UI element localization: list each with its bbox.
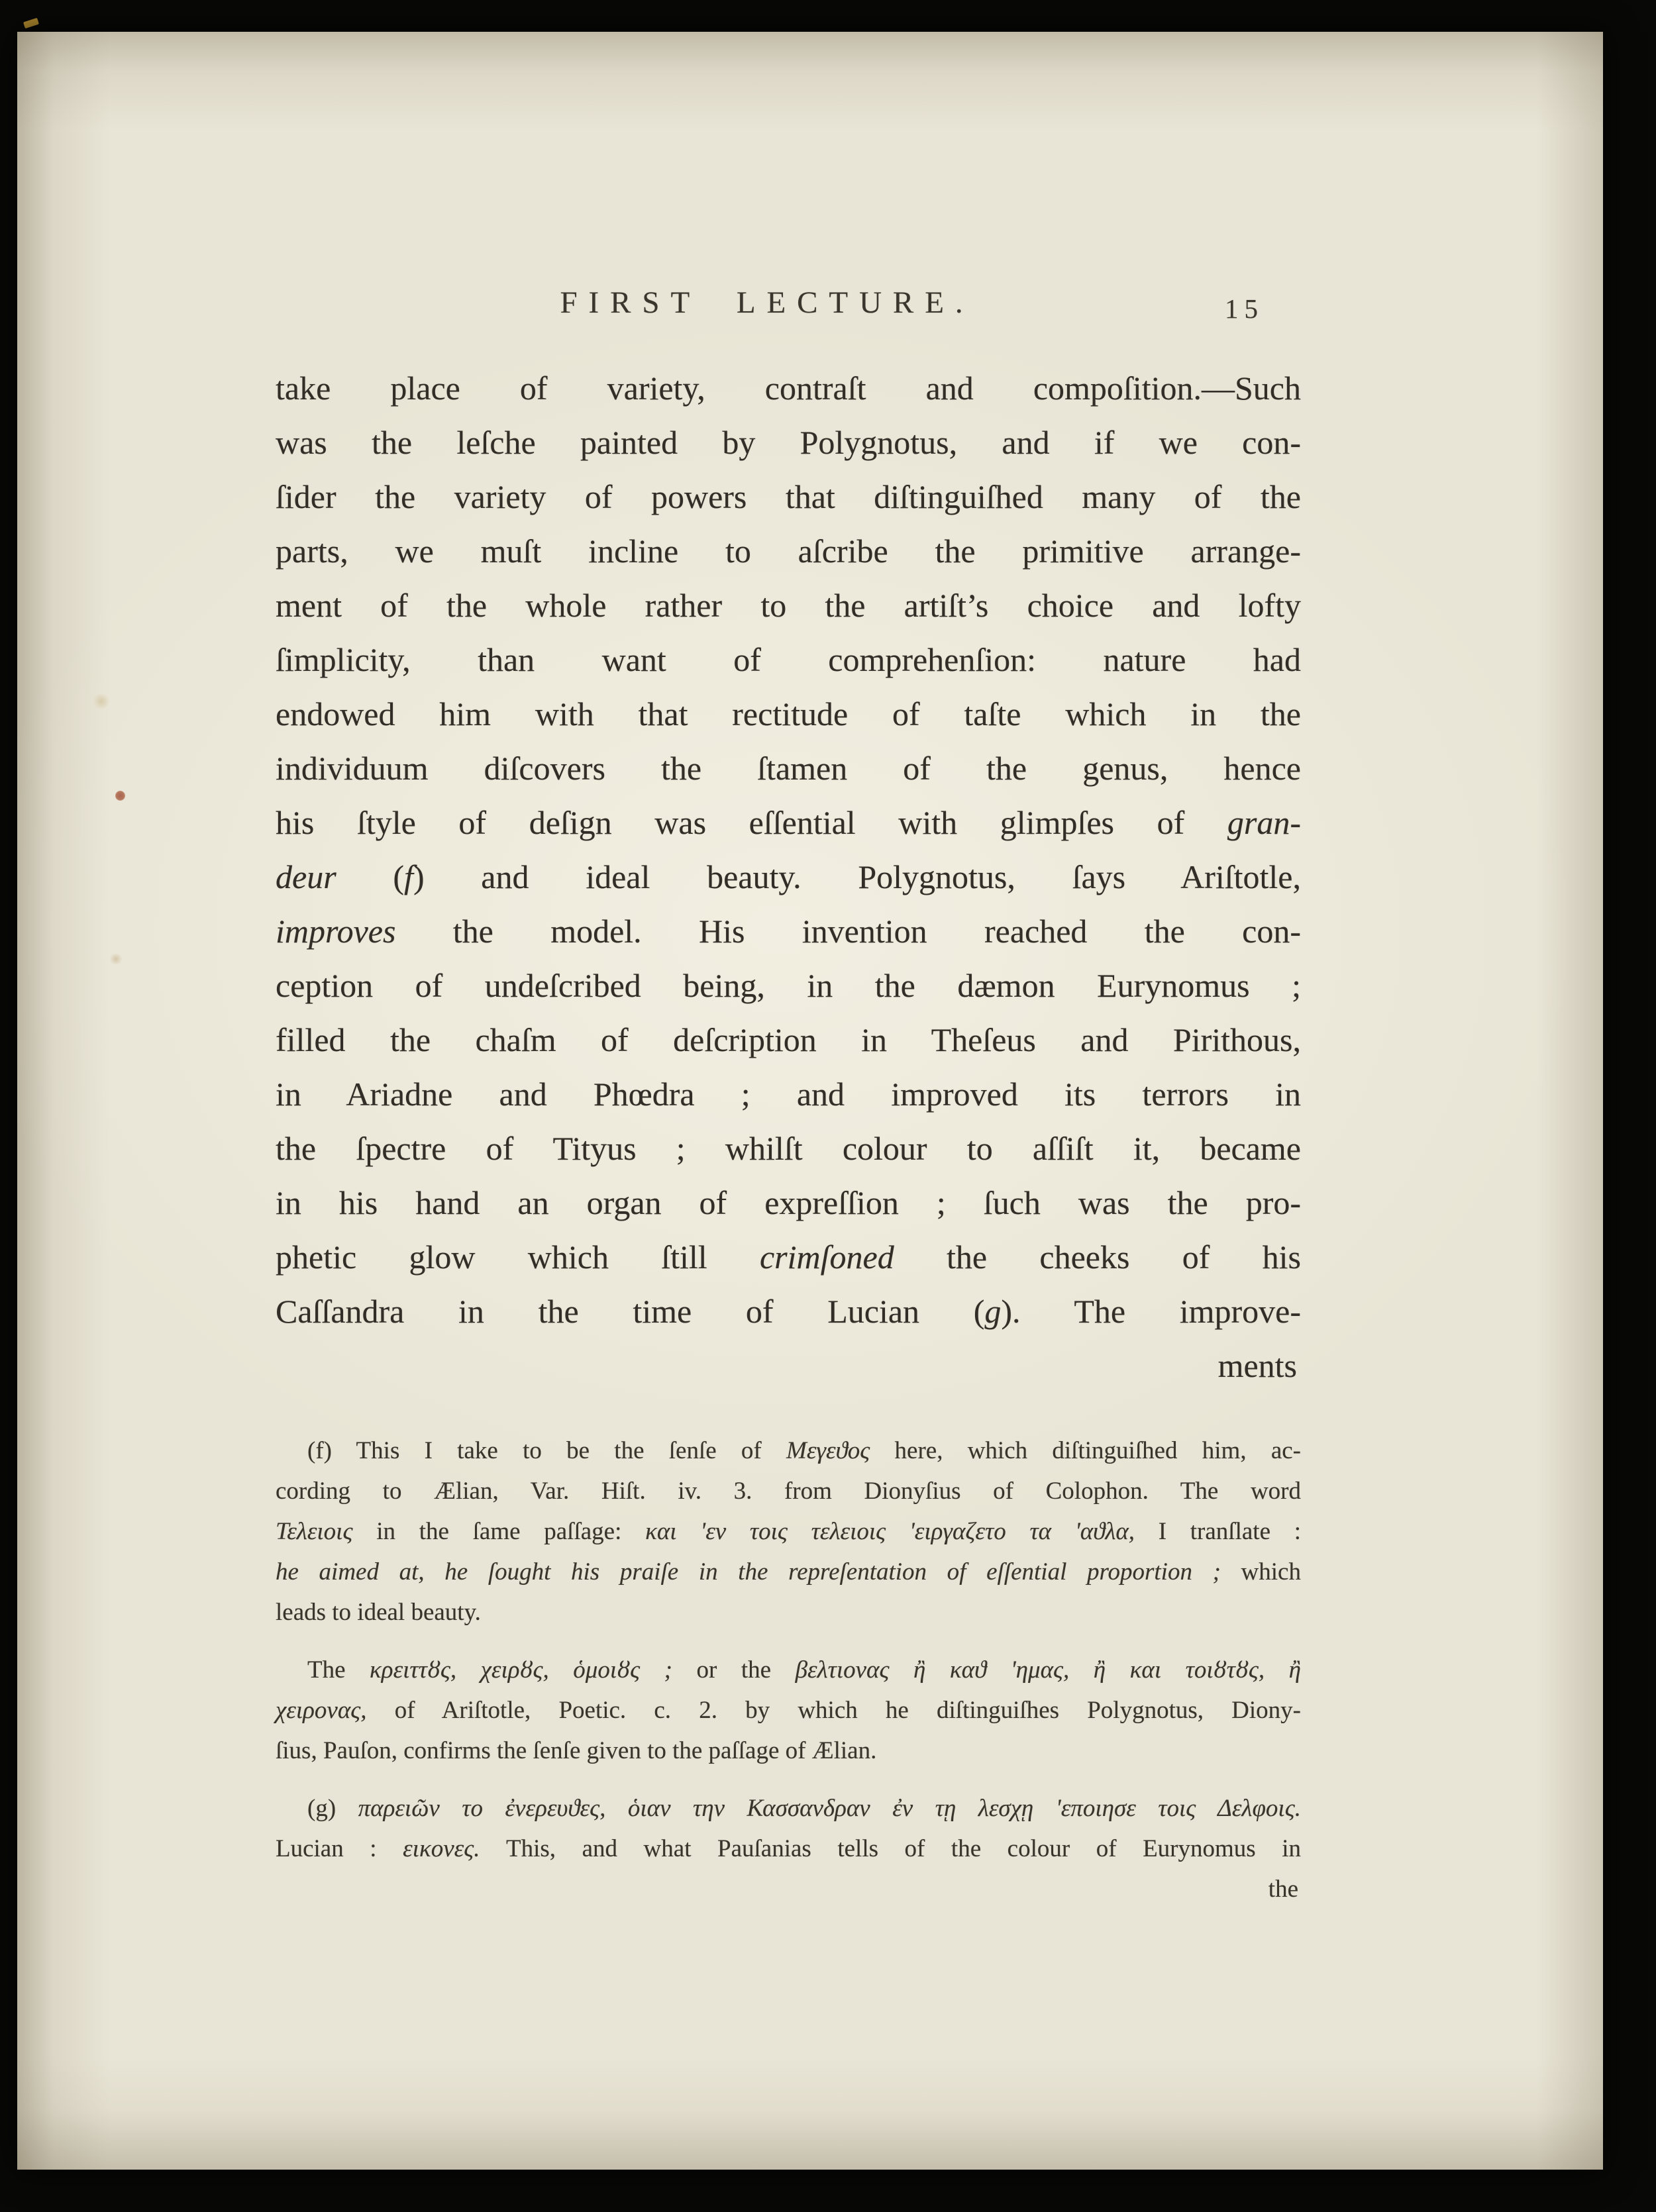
- body-lines: [276, 361, 1301, 1338]
- text-line: [276, 632, 1301, 687]
- text-line: [276, 1471, 1301, 1511]
- text-line: [276, 741, 1301, 795]
- text-line: [276, 1013, 1301, 1067]
- text-line: [276, 1592, 1301, 1633]
- text-segment: take place of variety, contraſt and compoſition.—Such: [276, 370, 1301, 407]
- text-line: [276, 795, 1301, 850]
- text-segment: (f) This I take to be the ſenſe of: [307, 1437, 787, 1464]
- greek-text: Μεγεϑος: [786, 1437, 870, 1464]
- text-segment: (: [336, 858, 405, 895]
- text-segment: filled the chaſm of deſcription in Theſeus and Pirithous,: [276, 1021, 1301, 1058]
- text-segment: in his hand an organ of expreſſion ; ſuch was the pro-: [276, 1184, 1301, 1221]
- greek-text: εικονες.: [403, 1835, 480, 1862]
- text-segment: ception of undeſcribed being, in the dæmon Eurynomus ;: [276, 967, 1301, 1004]
- text-line: [276, 1690, 1301, 1731]
- text-line: [276, 470, 1301, 524]
- paper-stain: [115, 791, 125, 801]
- text-line: [276, 1788, 1301, 1829]
- footnotes-block: [276, 1431, 1301, 1909]
- text-line: [276, 958, 1301, 1013]
- text-line: [276, 687, 1301, 741]
- greek-text: βελτιονας ἢ καϑ 'ημας, ἢ και τοιȣτȣς, ἢ: [795, 1656, 1301, 1684]
- paper-stain: [109, 954, 123, 964]
- text-line: [276, 1284, 1301, 1338]
- text-line: [276, 1176, 1301, 1230]
- book-page: [17, 32, 1603, 2170]
- text-line: [276, 361, 1301, 415]
- text-segment: individuum diſcovers the ſtamen of the genus, hence: [276, 750, 1301, 787]
- text-segment: leads to ideal beauty.: [276, 1599, 481, 1626]
- text-segment: improves: [276, 913, 396, 950]
- text-segment: gran-: [1227, 804, 1301, 841]
- greek-text: κρειττȣς, χειρȣς, ὁμοιȣς ;: [370, 1656, 672, 1684]
- text-segment: g: [984, 1293, 1002, 1330]
- paper-stain: [91, 694, 111, 709]
- greek-text: χειρονας,: [276, 1697, 367, 1724]
- text-segment: f: [404, 858, 413, 895]
- text-segment: The: [307, 1656, 370, 1684]
- text-segment: ſius, Pauſon, confirms the ſenſe given to the paſſage of Ælian.: [276, 1737, 877, 1764]
- text-segment: I tranſlate :: [1135, 1518, 1301, 1545]
- text-line: [276, 524, 1301, 578]
- page-header: [276, 285, 1301, 344]
- text-segment: he aimed at, he ſought his praiſe in the repreſentation of eſſential proportion ;: [276, 1558, 1221, 1585]
- edge-artifact: [23, 18, 39, 28]
- text-segment: ) and ideal beauty. Polygnotus, ſays Ariſtotle,: [413, 858, 1302, 895]
- text-line: [276, 1230, 1301, 1284]
- text-line: [276, 1067, 1301, 1121]
- running-title: FIRST LECTURE.: [560, 285, 974, 320]
- text-segment: This, and what Pauſanias tells of the colour of Eurynomus in: [480, 1835, 1301, 1862]
- text-line: [276, 1121, 1301, 1176]
- text-segment: ſimplicity, than want of comprehenſion: nature had: [276, 641, 1301, 678]
- greek-text: και 'εν τοις τελειοις 'ειργαζετο τα 'αϑλα,: [645, 1518, 1135, 1545]
- text-segment: Caſſandra in the time of Lucian (: [276, 1293, 985, 1330]
- text-segment: deur: [276, 858, 336, 895]
- text-segment: or the: [672, 1656, 796, 1684]
- text-line: [276, 1431, 1301, 1471]
- text-segment: here, which diſtinguiſhed him, ac-: [870, 1437, 1301, 1464]
- catchword-body: ments: [1217, 1347, 1297, 1384]
- page-content: [276, 32, 1301, 2170]
- text-segment: in the ſame paſſage:: [352, 1518, 646, 1545]
- text-line: [276, 1552, 1301, 1592]
- catchword-footnote: the: [1268, 1876, 1298, 1903]
- greek-text: Τελειοις: [276, 1518, 353, 1545]
- text-line: [276, 850, 1301, 904]
- text-segment: the ſpectre of Tityus ; whilſt colour to aſſiſt it, became: [276, 1130, 1301, 1167]
- text-line: [276, 578, 1301, 632]
- text-segment: parts, we muſt incline to aſcribe the primitive arrange-: [276, 532, 1301, 570]
- text-line: [276, 415, 1301, 470]
- footnote-lines: [276, 1431, 1301, 1869]
- page-number: 15: [1225, 293, 1264, 324]
- text-segment: phetic glow which ſtill: [276, 1238, 760, 1276]
- text-segment: endowed him with that rectitude of taſte which in the: [276, 695, 1301, 732]
- text-segment: ). The improve-: [1001, 1293, 1301, 1330]
- text-line: [276, 1511, 1301, 1552]
- text-line: [276, 904, 1301, 958]
- text-line: [276, 1829, 1301, 1869]
- text-segment: of Ariſtotle, Poetic. c. 2. by which he diſtinguiſhes Polygnotus, Diony-: [366, 1697, 1301, 1724]
- text-segment: the cheeks of his: [894, 1238, 1301, 1276]
- text-segment: cording to Ælian, Var. Hiſt. iv. 3. from Dionyſius of Colophon. The word: [276, 1478, 1301, 1505]
- body-text-block: [276, 361, 1301, 1393]
- text-segment: ſider the variety of powers that diſtinguiſhed many of the: [276, 478, 1301, 515]
- text-segment: was the leſche painted by Polygnotus, and if we con-: [276, 424, 1301, 461]
- text-segment: crimſoned: [759, 1238, 894, 1276]
- greek-text: παρειῶν το ἐνερευϑες, ὁιαν την Κασσανδραν ἐν τῃ λεσχῃ 'εποιησε τοις Δελφοις.: [358, 1795, 1301, 1822]
- text-segment: (g): [307, 1795, 358, 1822]
- text-segment: Lucian :: [276, 1835, 403, 1862]
- text-segment: in Ariadne and Phœdra ; and improved its terrors in: [276, 1076, 1301, 1113]
- text-line: [276, 1650, 1301, 1690]
- text-segment: which: [1220, 1558, 1301, 1585]
- text-line: [276, 1731, 1301, 1771]
- text-segment: his ſtyle of deſign was eſſential with glimpſes of: [276, 804, 1227, 841]
- text-segment: ment of the whole rather to the artiſt’s choice and lofty: [276, 587, 1301, 624]
- text-segment: the model. His invention reached the con-: [395, 913, 1301, 950]
